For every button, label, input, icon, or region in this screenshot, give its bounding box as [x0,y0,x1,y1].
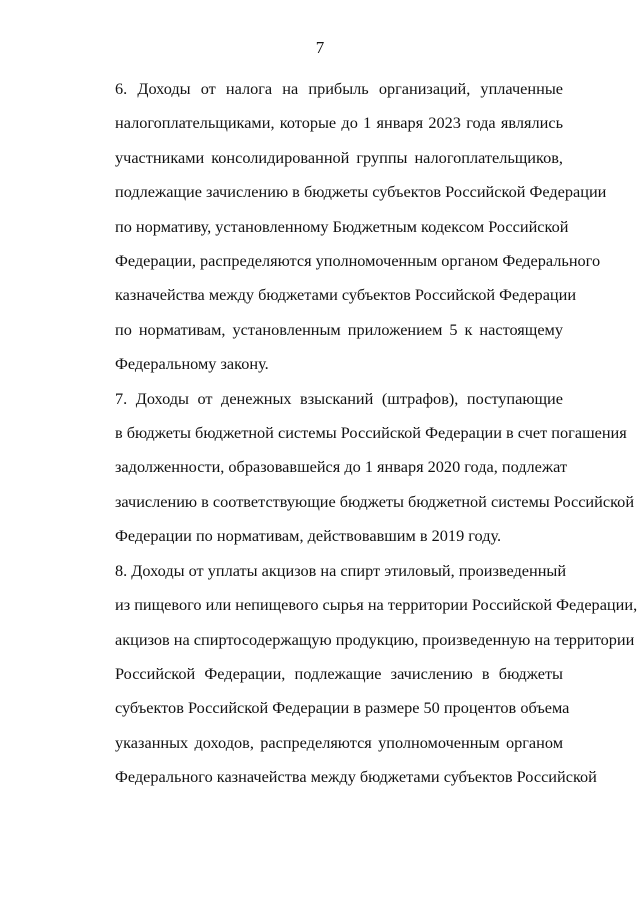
text-line: в бюджеты бюджетной системы Российской Федерации в счет погашения [115,423,627,443]
text-line: подлежащие зачислению в бюджеты субъектов Российской Федерации [115,182,607,202]
text-line: 8. Доходы от уплаты акцизов на спирт этиловый, произведенный [115,560,567,580]
paragraph-6 [77,72,607,382]
page-number: 7 [315,38,325,57]
text-line: акцизов на спиртосодержащую продукцию, произведенную на территории [115,629,635,649]
text-line: Российской Федерации, подлежащие зачислению в бюджеты [115,663,563,683]
document-body [77,72,638,795]
text-line: по нормативам, установленным приложением 5 к настоящему [115,319,563,339]
text-line: Федерального казначейства между бюджетами субъектов Российской [115,767,597,787]
text-line: из пищевого или непищевого сырья на территории Российской Федерации, [115,595,638,615]
text-line: субъектов Российской Федерации в размере 50 процентов объема [115,698,570,718]
text-line: по нормативу, установленному Бюджетным кодексом Российской [115,216,569,236]
text-line: зачислению в соответствующие бюджеты бюджетной системы Российской [115,491,635,511]
text-line: 7. Доходы от денежных взысканий (штрафов), поступающие [115,388,563,408]
text-line: 6. Доходы от налога на прибыль организаций, уплаченные [115,79,563,98]
text-line: Федерации по нормативам, действовавшим в 2019 году. [115,526,502,546]
text-line: казначейства между бюджетами субъектов Российской Федерации [115,285,577,305]
paragraph-8 [77,554,638,795]
paragraph-7 [77,382,635,554]
text-line: налогоплательщиками, которые до 1 января 2023 года являлись [115,113,563,133]
text-line: задолженности, образовавшейся до 1 января 2020 года, подлежат [115,457,568,477]
text-line: Федеральному закону. [115,354,269,374]
text-line: Федерации, распределяются уполномоченным органом Федерального [115,251,601,271]
text-line: указанных доходов, распределяются уполномоченным органом [115,732,563,752]
text-line: участниками консолидированной группы налогоплательщиков, [115,147,563,167]
